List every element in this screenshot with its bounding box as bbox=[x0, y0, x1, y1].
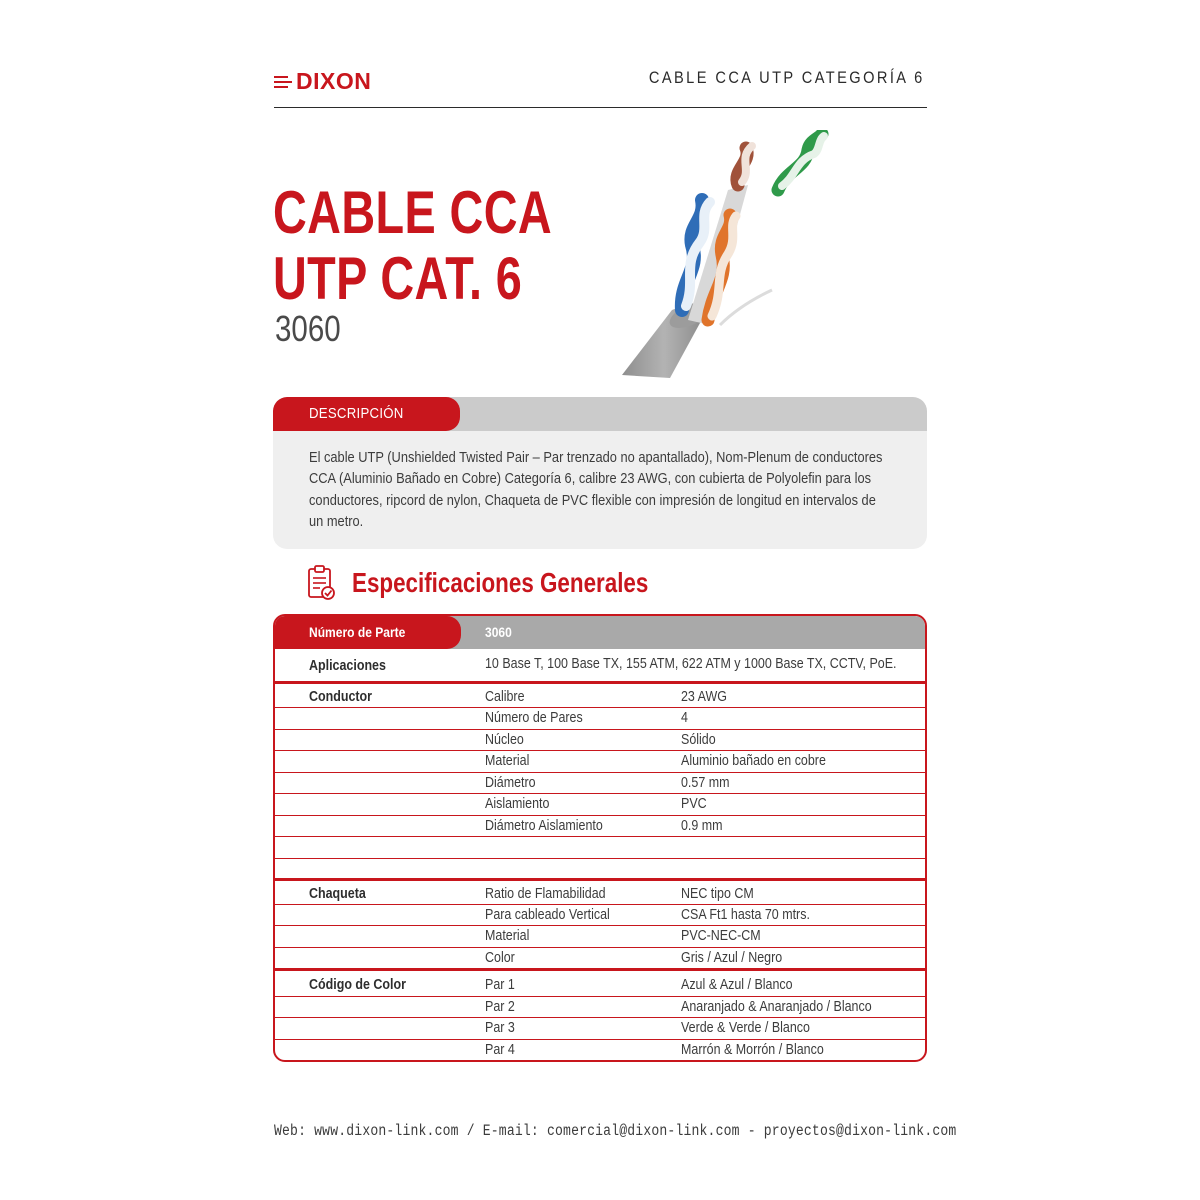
product-title-line-1: CABLE CCA bbox=[273, 179, 553, 246]
table-row-name: Par 2 bbox=[485, 999, 515, 1015]
part-number-label: Número de Parte bbox=[309, 624, 406, 640]
row-divider bbox=[275, 968, 925, 971]
row-divider bbox=[275, 793, 925, 794]
table-row-name: Ratio de Flamabilidad bbox=[485, 886, 606, 902]
product-title bbox=[273, 180, 552, 312]
product-code: 3060 bbox=[275, 308, 341, 349]
table-row-name: Color bbox=[485, 950, 515, 966]
jacket-label: Chaqueta bbox=[309, 886, 366, 902]
dixon-logo bbox=[274, 68, 371, 95]
row-divider bbox=[275, 947, 925, 948]
description-label: DESCRIPCIÓN bbox=[309, 405, 404, 422]
part-number-tab bbox=[275, 616, 461, 649]
description-line: CCA (Aluminio Bañado en Cobre) Categoría 6, calibre 23 AWG, con cubierta de Polyolefin para los bbox=[309, 471, 872, 488]
table-row-value: Verde & Verde / Blanco bbox=[681, 1020, 810, 1036]
table-row-value: Anaranjado & Anaranjado / Blanco bbox=[681, 999, 872, 1015]
row-divider bbox=[275, 815, 925, 816]
conductor-label: Conductor bbox=[309, 689, 373, 705]
logo-lines-icon bbox=[274, 73, 292, 91]
table-row-name: Par 1 bbox=[485, 977, 515, 993]
table-row-name: Material bbox=[485, 928, 530, 944]
row-divider bbox=[275, 772, 925, 773]
row-divider bbox=[275, 1017, 925, 1018]
table-row-value: CSA Ft1 hasta 70 mtrs. bbox=[681, 907, 810, 923]
description-panel bbox=[273, 397, 927, 549]
table-row-name: Diámetro Aislamiento bbox=[485, 818, 603, 834]
brand-name: DIXON bbox=[296, 68, 372, 94]
description-line: un metro. bbox=[309, 513, 364, 530]
row-divider bbox=[275, 996, 925, 997]
table-row-name: Aislamiento bbox=[485, 796, 550, 812]
row-divider bbox=[275, 681, 925, 684]
row-divider bbox=[275, 836, 925, 837]
page-header bbox=[274, 62, 927, 108]
specs-heading bbox=[306, 564, 722, 602]
document-title: CABLE CCA UTP CATEGORÍA 6 bbox=[649, 68, 925, 87]
table-row-name: Diámetro bbox=[485, 775, 536, 791]
row-divider bbox=[275, 925, 925, 926]
description-tab bbox=[273, 397, 460, 431]
contact-footer: Web: www.dixon-link.com / E-mail: comercial@dixon-link.com - proyectos@dixon-link.com bbox=[274, 1122, 957, 1140]
row-divider bbox=[275, 1039, 925, 1040]
table-row-value: 0.9 mm bbox=[681, 818, 723, 834]
specs-table bbox=[273, 614, 927, 1062]
table-row-name: Núcleo bbox=[485, 732, 524, 748]
table-row-name: Par 4 bbox=[485, 1042, 515, 1058]
clipboard-check-icon bbox=[306, 564, 336, 602]
description-line: conductores, ripcord de nylon, Chaqueta de PVC flexible con impresión de longitud en intervalos de bbox=[309, 492, 876, 509]
description-line: El cable UTP (Unshielded Twisted Pair – Par trenzado no apantallado), Nom-Plenum de conductores bbox=[309, 450, 883, 466]
applications-value: 10 Base T, 100 Base TX, 155 ATM, 622 ATM y 1000 Base TX, CCTV, PoE. bbox=[485, 656, 897, 672]
specs-heading-text: Especificaciones Generales bbox=[352, 567, 649, 598]
table-row-name: Calibre bbox=[485, 689, 525, 705]
table-row-name: Material bbox=[485, 753, 530, 769]
table-row-name: Par 3 bbox=[485, 1020, 515, 1036]
table-row-value: Azul & Azul / Blanco bbox=[681, 977, 793, 993]
row-divider bbox=[275, 904, 925, 905]
table-row-value: NEC tipo CM bbox=[681, 886, 754, 902]
table-row-value: Aluminio bañado en cobre bbox=[681, 753, 826, 769]
table-row-name: Número de Pares bbox=[485, 710, 583, 726]
table-row-name: Para cableado Vertical bbox=[485, 907, 610, 923]
row-divider bbox=[275, 729, 925, 730]
table-row-value: PVC bbox=[681, 796, 707, 812]
table-row-value: Marrón & Morrón / Blanco bbox=[681, 1042, 824, 1058]
applications-label: Aplicaciones bbox=[309, 658, 386, 674]
table-row-value: PVC-NEC-CM bbox=[681, 928, 761, 944]
color-code-label: Código de Color bbox=[309, 977, 406, 993]
table-row-value: 0.57 mm bbox=[681, 775, 730, 791]
product-title-line-2: UTP CAT. 6 bbox=[273, 245, 523, 312]
description-text bbox=[309, 448, 890, 533]
table-row-value: Sólido bbox=[681, 732, 716, 748]
row-divider bbox=[275, 707, 925, 708]
table-row-value: 4 bbox=[681, 710, 688, 726]
row-divider bbox=[275, 750, 925, 751]
table-row-value: 23 AWG bbox=[681, 689, 727, 705]
cable-image bbox=[610, 130, 840, 380]
table-row-value: Gris / Azul / Negro bbox=[681, 950, 783, 966]
row-divider bbox=[275, 858, 925, 859]
part-number-value: 3060 bbox=[485, 624, 512, 640]
row-divider bbox=[275, 878, 925, 881]
